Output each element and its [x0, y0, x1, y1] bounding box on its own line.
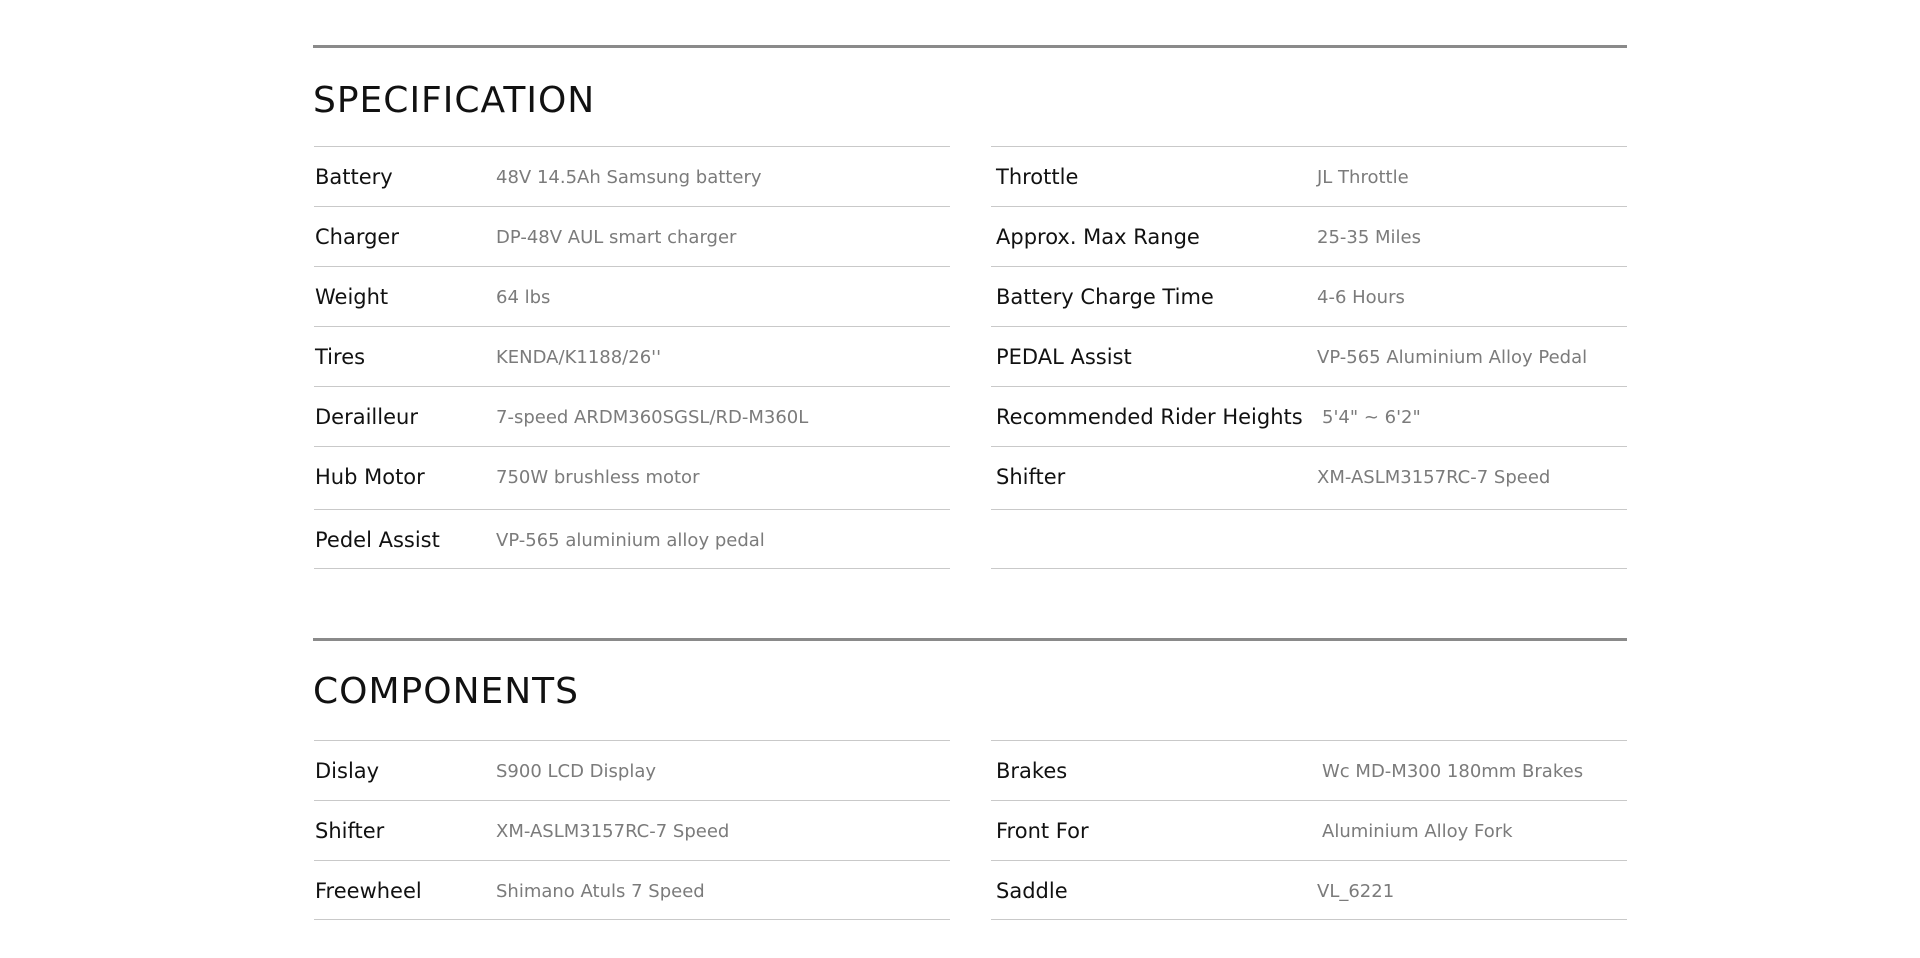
spec-row — [991, 266, 1627, 326]
section-title: SPECIFICATION — [313, 80, 596, 121]
spec-table-right — [991, 146, 1627, 569]
component-value: Wc MD-M300 180mm Brakes — [1322, 761, 1584, 782]
spec-label: Derailleur — [315, 405, 418, 429]
spec-row — [991, 446, 1627, 509]
spec-table-left — [314, 146, 950, 569]
section-divider — [313, 638, 1627, 641]
component-value: XM-ASLM3157RC-7 Speed — [496, 821, 730, 842]
spec-label: Approx. Max Range — [996, 225, 1200, 249]
spec-label: Weight — [315, 285, 389, 309]
component-label: Saddle — [996, 879, 1068, 903]
spec-row — [991, 146, 1627, 206]
spec-row — [314, 446, 950, 509]
spec-label: Throttle — [996, 165, 1079, 189]
component-row — [991, 800, 1627, 860]
component-row — [314, 800, 950, 860]
spec-value: 48V 14.5Ah Samsung battery — [496, 167, 762, 188]
components-section — [313, 638, 1627, 714]
spec-row — [314, 206, 950, 266]
component-row — [991, 860, 1627, 920]
component-label: Dislay — [315, 759, 380, 783]
spec-row — [314, 146, 950, 206]
component-label: Brakes — [996, 759, 1068, 783]
component-label: Freewheel — [315, 879, 422, 903]
spec-label: Battery — [315, 165, 393, 189]
specification-section — [313, 45, 1627, 123]
section-divider — [313, 45, 1627, 48]
spec-value: VP-565 Aluminium Alloy Pedal — [1317, 347, 1588, 368]
spec-value: JL Throttle — [1317, 167, 1409, 188]
spec-label: Tires — [315, 345, 366, 369]
component-row — [314, 860, 950, 920]
spec-label: Shifter — [996, 465, 1066, 489]
components-table-left — [314, 740, 950, 920]
spec-label: Charger — [315, 225, 399, 249]
spec-value: VP-565 aluminium alloy pedal — [496, 530, 765, 551]
component-value: VL_6221 — [1317, 881, 1395, 902]
spec-row — [314, 266, 950, 326]
spec-label: Hub Motor — [315, 465, 425, 489]
component-value: Aluminium Alloy Fork — [1322, 821, 1513, 842]
spec-value: DP-48V AUL smart charger — [496, 227, 737, 248]
spec-value: 750W brushless motor — [496, 467, 700, 488]
spec-row — [314, 386, 950, 446]
spec-row — [991, 386, 1627, 446]
spec-row-empty — [991, 509, 1627, 569]
spec-label: PEDAL Assist — [996, 345, 1132, 369]
component-row — [991, 740, 1627, 800]
spec-value: KENDA/K1188/26'' — [496, 347, 662, 368]
spec-value: 4-6 Hours — [1317, 287, 1405, 308]
spec-value: 25-35 Miles — [1317, 227, 1422, 248]
components-table-right — [991, 740, 1627, 920]
component-row — [314, 740, 950, 800]
component-label: Front For — [996, 819, 1089, 843]
spec-row — [314, 326, 950, 386]
spec-value: 7-speed ARDM360SGSL/RD-M360L — [496, 407, 809, 428]
spec-row — [991, 206, 1627, 266]
component-value: S900 LCD Display — [496, 761, 657, 782]
spec-row — [991, 326, 1627, 386]
spec-label: Recommended Rider Heights — [996, 405, 1303, 429]
section-title: COMPONENTS — [313, 671, 580, 712]
spec-value: 64 lbs — [496, 287, 551, 308]
component-label: Shifter — [315, 819, 385, 843]
spec-value: XM-ASLM3157RC-7 Speed — [1317, 467, 1551, 488]
spec-label: Battery Charge Time — [996, 285, 1214, 309]
spec-label: Pedel Assist — [315, 528, 440, 552]
component-value: Shimano Atuls 7 Speed — [496, 881, 705, 902]
spec-row — [314, 509, 950, 569]
spec-value: 5'4" ~ 6'2" — [1322, 407, 1421, 428]
